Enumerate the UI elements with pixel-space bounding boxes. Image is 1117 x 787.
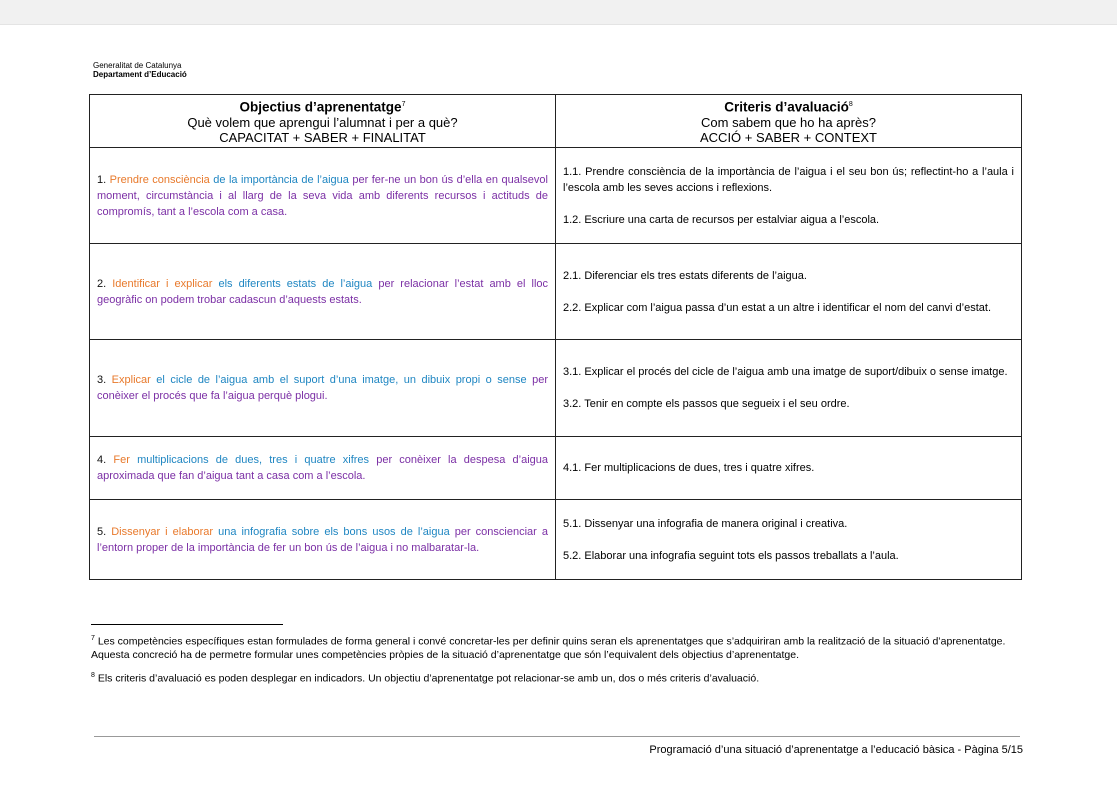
objective-cell (90, 500, 556, 580)
objective-verb: Fer (113, 454, 130, 466)
criterion: 2.1. Diferenciar els tres estats diferents de l’aigua. (563, 269, 807, 282)
criteria-formula: ACCIÓ + SABER + CONTEXT (700, 129, 877, 145)
viewer-top-bar (0, 0, 1117, 25)
criteria-cell (556, 148, 1022, 244)
objective-number: 1. (97, 173, 107, 186)
table-row (90, 437, 1022, 500)
objective-knowledge: multiplicacions de dues, tres i quatre xifres (137, 454, 370, 466)
header-department: Departament d’Educació (93, 70, 187, 79)
objectives-criteria-table (89, 94, 1022, 580)
objective-knowledge: una infografia sobre els bons usos de l’aigua (218, 525, 450, 538)
footnote-8 (91, 669, 1016, 686)
criterion: 1.2. Escriure una carta de recursos per estalviar aigua a l’escola. (563, 213, 880, 226)
criterion: 1.1. Prendre consciència de la importància de l’aigua i el seu bon ús; reflectint-ho a l’aula i l’escola amb les seves accions i reflexions. (563, 165, 1014, 194)
table-row (90, 500, 1022, 580)
objective-purpose: per relacionar l’estat amb el lloc geogràfic on podem trobar cadascun d’aquests estats. (97, 277, 549, 306)
objectives-title: Objectius d’aprenentatge (239, 99, 402, 115)
criteria-cell (556, 340, 1022, 437)
objectives-header (90, 95, 556, 148)
objective-number: 4. (97, 454, 107, 466)
objective-cell (90, 148, 556, 244)
objective-cell (90, 437, 556, 500)
footnote-text: Els criteris d’avaluació es poden desplegar en indicadors. Un objectiu d’aprenentatge pot relacionar-se amb un, dos o més criteris d’avaluació. (97, 672, 760, 684)
footnote-ref-7: 7 (401, 101, 406, 109)
objective-purpose: per conèixer la despesa d’aigua aproximada que fan d’aigua tant a casa com a l’escola. (97, 454, 549, 482)
footer-separator (94, 736, 1020, 737)
document-header (93, 61, 187, 79)
footnote-ref-8: 8 (848, 101, 853, 109)
table-row (90, 340, 1022, 437)
criteria-title: Criteris d’avaluació (724, 99, 849, 115)
objective-knowledge: el cicle de l’aigua amb el suport d’una imatge, un dibuix propi o sense (156, 374, 527, 386)
header-org: Generalitat de Catalunya (93, 61, 182, 70)
criterion: 5.2. Elaborar una infografia seguint tots els passos treballats a l’aula. (563, 549, 899, 562)
footnotes (91, 632, 1016, 692)
objective-knowledge: de la importància de l’aigua (213, 173, 349, 186)
objective-verb: Dissenyar i elaborar (111, 525, 214, 538)
footnote-7 (91, 632, 1016, 662)
objective-purpose: per fer-ne un bon ús d’ella en qualsevol moment, circumstància i al llarg de la seva vida amb diferents recursos i actituds de compromís, tant a l’escola com a casa. (97, 173, 548, 218)
objective-cell (90, 340, 556, 437)
objective-number: 3. (97, 374, 107, 386)
objective-knowledge: els diferents estats de l’aigua (218, 277, 373, 290)
footnote-mark: 8 (91, 671, 95, 679)
objective-number: 2. (97, 277, 107, 290)
table-row (90, 244, 1022, 340)
objective-number: 5. (97, 525, 107, 538)
objectives-formula: CAPACITAT + SABER + FINALITAT (219, 129, 426, 145)
criteria-cell (556, 244, 1022, 340)
objective-cell (90, 244, 556, 340)
objective-verb: Prendre consciència (109, 173, 210, 186)
objectives-question: Què volem que aprengui l’alumnat i per a què? (187, 114, 458, 130)
objective-purpose: per conscienciar a l’entorn proper de la importància de fer un bon ús de l’aigua i no malbaratar-la. (97, 525, 548, 554)
objective-purpose: per conèixer el procés que fa l’aigua perquè plogui. (97, 374, 548, 402)
footnote-mark: 7 (91, 635, 95, 642)
table-row (90, 148, 1022, 244)
footnote-text: Les competències específiques estan formulades de forma general i convé concretar-les per definir quins seran els aprenentatges que s’adquiriran amb la realització de la situació d’aprenentatge. Aquesta concreció ha de permetre formular unes competències pròpies de la situació d’aprenentatge que són l’equivalent dels objectius d’aprenentatge. (91, 635, 1006, 661)
criterion: 2.2. Explicar com l’aigua passa d’un estat a un altre i identificar el nom del canvi d’estat. (563, 301, 992, 314)
criteria-question: Com sabem que ho ha après? (701, 114, 876, 130)
criterion: 3.1. Explicar el procés del cicle de l’aigua amb una imatge de suport/dibuix o sense imatge. (563, 366, 1008, 378)
objective-verb: Explicar (111, 374, 151, 386)
criteria-cell (556, 437, 1022, 500)
criterion: 3.2. Tenir en compte els passos que segueix i el seu ordre. (563, 398, 850, 410)
footnote-separator (91, 624, 283, 625)
criterion: 4.1. Fer multiplicacions de dues, tres i quatre xifres. (563, 462, 815, 474)
objective-verb: Identificar i explicar (112, 277, 213, 290)
criteria-header (556, 95, 1022, 148)
criteria-cell (556, 500, 1022, 580)
page-footer: Programació d’una situació d’aprenentatge a l’educació bàsica - Pàgina 5/15 (649, 744, 1023, 756)
criterion: 5.1. Dissenyar una infografia de manera original i creativa. (563, 517, 848, 530)
